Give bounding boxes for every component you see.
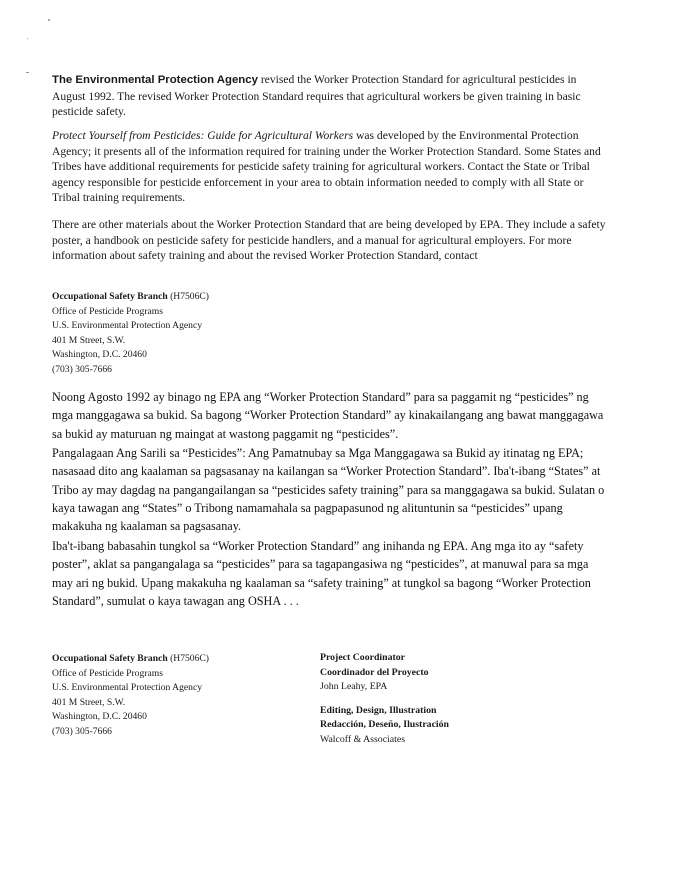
tagalog-paragraph-2: Pangalagaan Ang Sarili sa “Pesticides”: Ang Pamatnubay sa Mga Manggagawa sa Bukid ay itinatag ng EPA; nasasaad dito ang kaalaman sa pagsasanay na kailangan sa “Worker Protection Standard”. Iba't-ibang “States” at Tribo ay may dagdag na pangangailangan sa “pesticides safety training” para sa manggagawa sa bukid. Sulatan o kaya tawagan ang “States” o Tribong namamahala sa pagpapasunod ng alituntunin sa “pesticides” upang makakuha ng kaalaman sa pagsasanay. (52, 446, 605, 534)
english-paragraph-1 (52, 72, 607, 120)
branch-name: Occupational Safety Branch (52, 291, 168, 302)
design-company: Walcoff & Associates (320, 733, 406, 745)
phone-number: (703) 305-7666 (52, 363, 112, 375)
scan-speck (27, 38, 28, 39)
agency-name: U.S. Environmental Protection Agency (52, 320, 203, 331)
tagalog-paragraph-3: Iba't-ibang babasahin tungkol sa “Worker Protection Standard” ang inihanda ng EPA. Ang mga ito ay “safety poster”, aklat sa pangangalaga sa “pesticides” para sa tagapangasiwa ng “pesticides”, at manuwal para sa mga may ari ng bukid. Upang makakuha ng kaalaman sa “safety training” at tungkol sa bagong “Worker Protection Standard”, sumulat o kaya tawagan ang OSHA . . . (52, 539, 591, 608)
branch-name: Occupational Safety Branch (52, 653, 168, 664)
phone-number: (703) 305-7666 (52, 725, 112, 737)
contact-address-top (52, 290, 209, 377)
office-name: Office of Pesticide Programs (52, 667, 163, 679)
city-address: Washington, D.C. 20460 (52, 711, 147, 722)
contact-address-bottom (52, 652, 209, 739)
branch-code: (H7506C) (167, 653, 209, 664)
design-heading-en: Editing, Design, Illustration (320, 704, 437, 716)
street-address: 401 M Street, S.W. (52, 334, 126, 346)
paragraph-2-text: was developed by the Environmental Protection Agency; it presents all of the information required for training under the Worker Protection Standard. Some States and Tribes have additional requirements for pesticide safety training for agricultural workers. Contact the State or Tribal agency responsible for pesticide enforcement in your area to obtain information needed to comply with all State or Tribal training requirements. (52, 129, 601, 205)
tagalog-paragraph-1: Noong Agosto 1992 ay binago ng EPA ang “Worker Protection Standard” para sa paggamit ng “pesticides” ng mga manggagawa sa bukid. Sa bagong “Worker Protection Standard” ay kinakailangang ang bawat manggagawa sa bukid ay maturuan ng maingat at wastong paggamit ng “pesticides”. (52, 390, 604, 441)
design-heading-es: Redacción, Deseño, Ilustración (320, 719, 449, 730)
credits-spacer (320, 695, 449, 704)
scan-speck (48, 19, 50, 21)
coordinator-name: John Leahy, EPA (320, 681, 388, 692)
english-paragraph-2 (52, 128, 607, 206)
paragraph-1-text: revised the Worker Protection Standard for agricultural pesticides in August 1992. The revised Worker Protection Standard requires that agricultural workers be given training in basic pesticide safety. (52, 73, 581, 119)
branch-code: (H7506C) (167, 291, 209, 302)
agency-name-lead: The Environmental Protection Agency (52, 74, 258, 86)
coordinator-heading-es: Coordinador del Proyecto (320, 666, 429, 678)
office-name: Office of Pesticide Programs (52, 305, 163, 317)
city-address: Washington, D.C. 20460 (52, 349, 147, 360)
english-paragraph-3: There are other materials about the Worker Protection Standard that are being developed by EPA. They include a safety poster, a handbook on pesticide safety for pesticide handlers, and a manual for agricultural employers. For more information about safety training and about the revised Worker Protection Standard, contact (52, 218, 606, 263)
scan-speck (26, 72, 29, 73)
guide-title: Protect Yourself from Pesticides: Guide for Agricultural Workers (52, 129, 354, 142)
street-address: 401 M Street, S.W. (52, 696, 126, 708)
agency-name: U.S. Environmental Protection Agency (52, 682, 203, 693)
coordinator-heading-en: Project Coordinator (320, 652, 405, 663)
project-credits (320, 651, 449, 747)
